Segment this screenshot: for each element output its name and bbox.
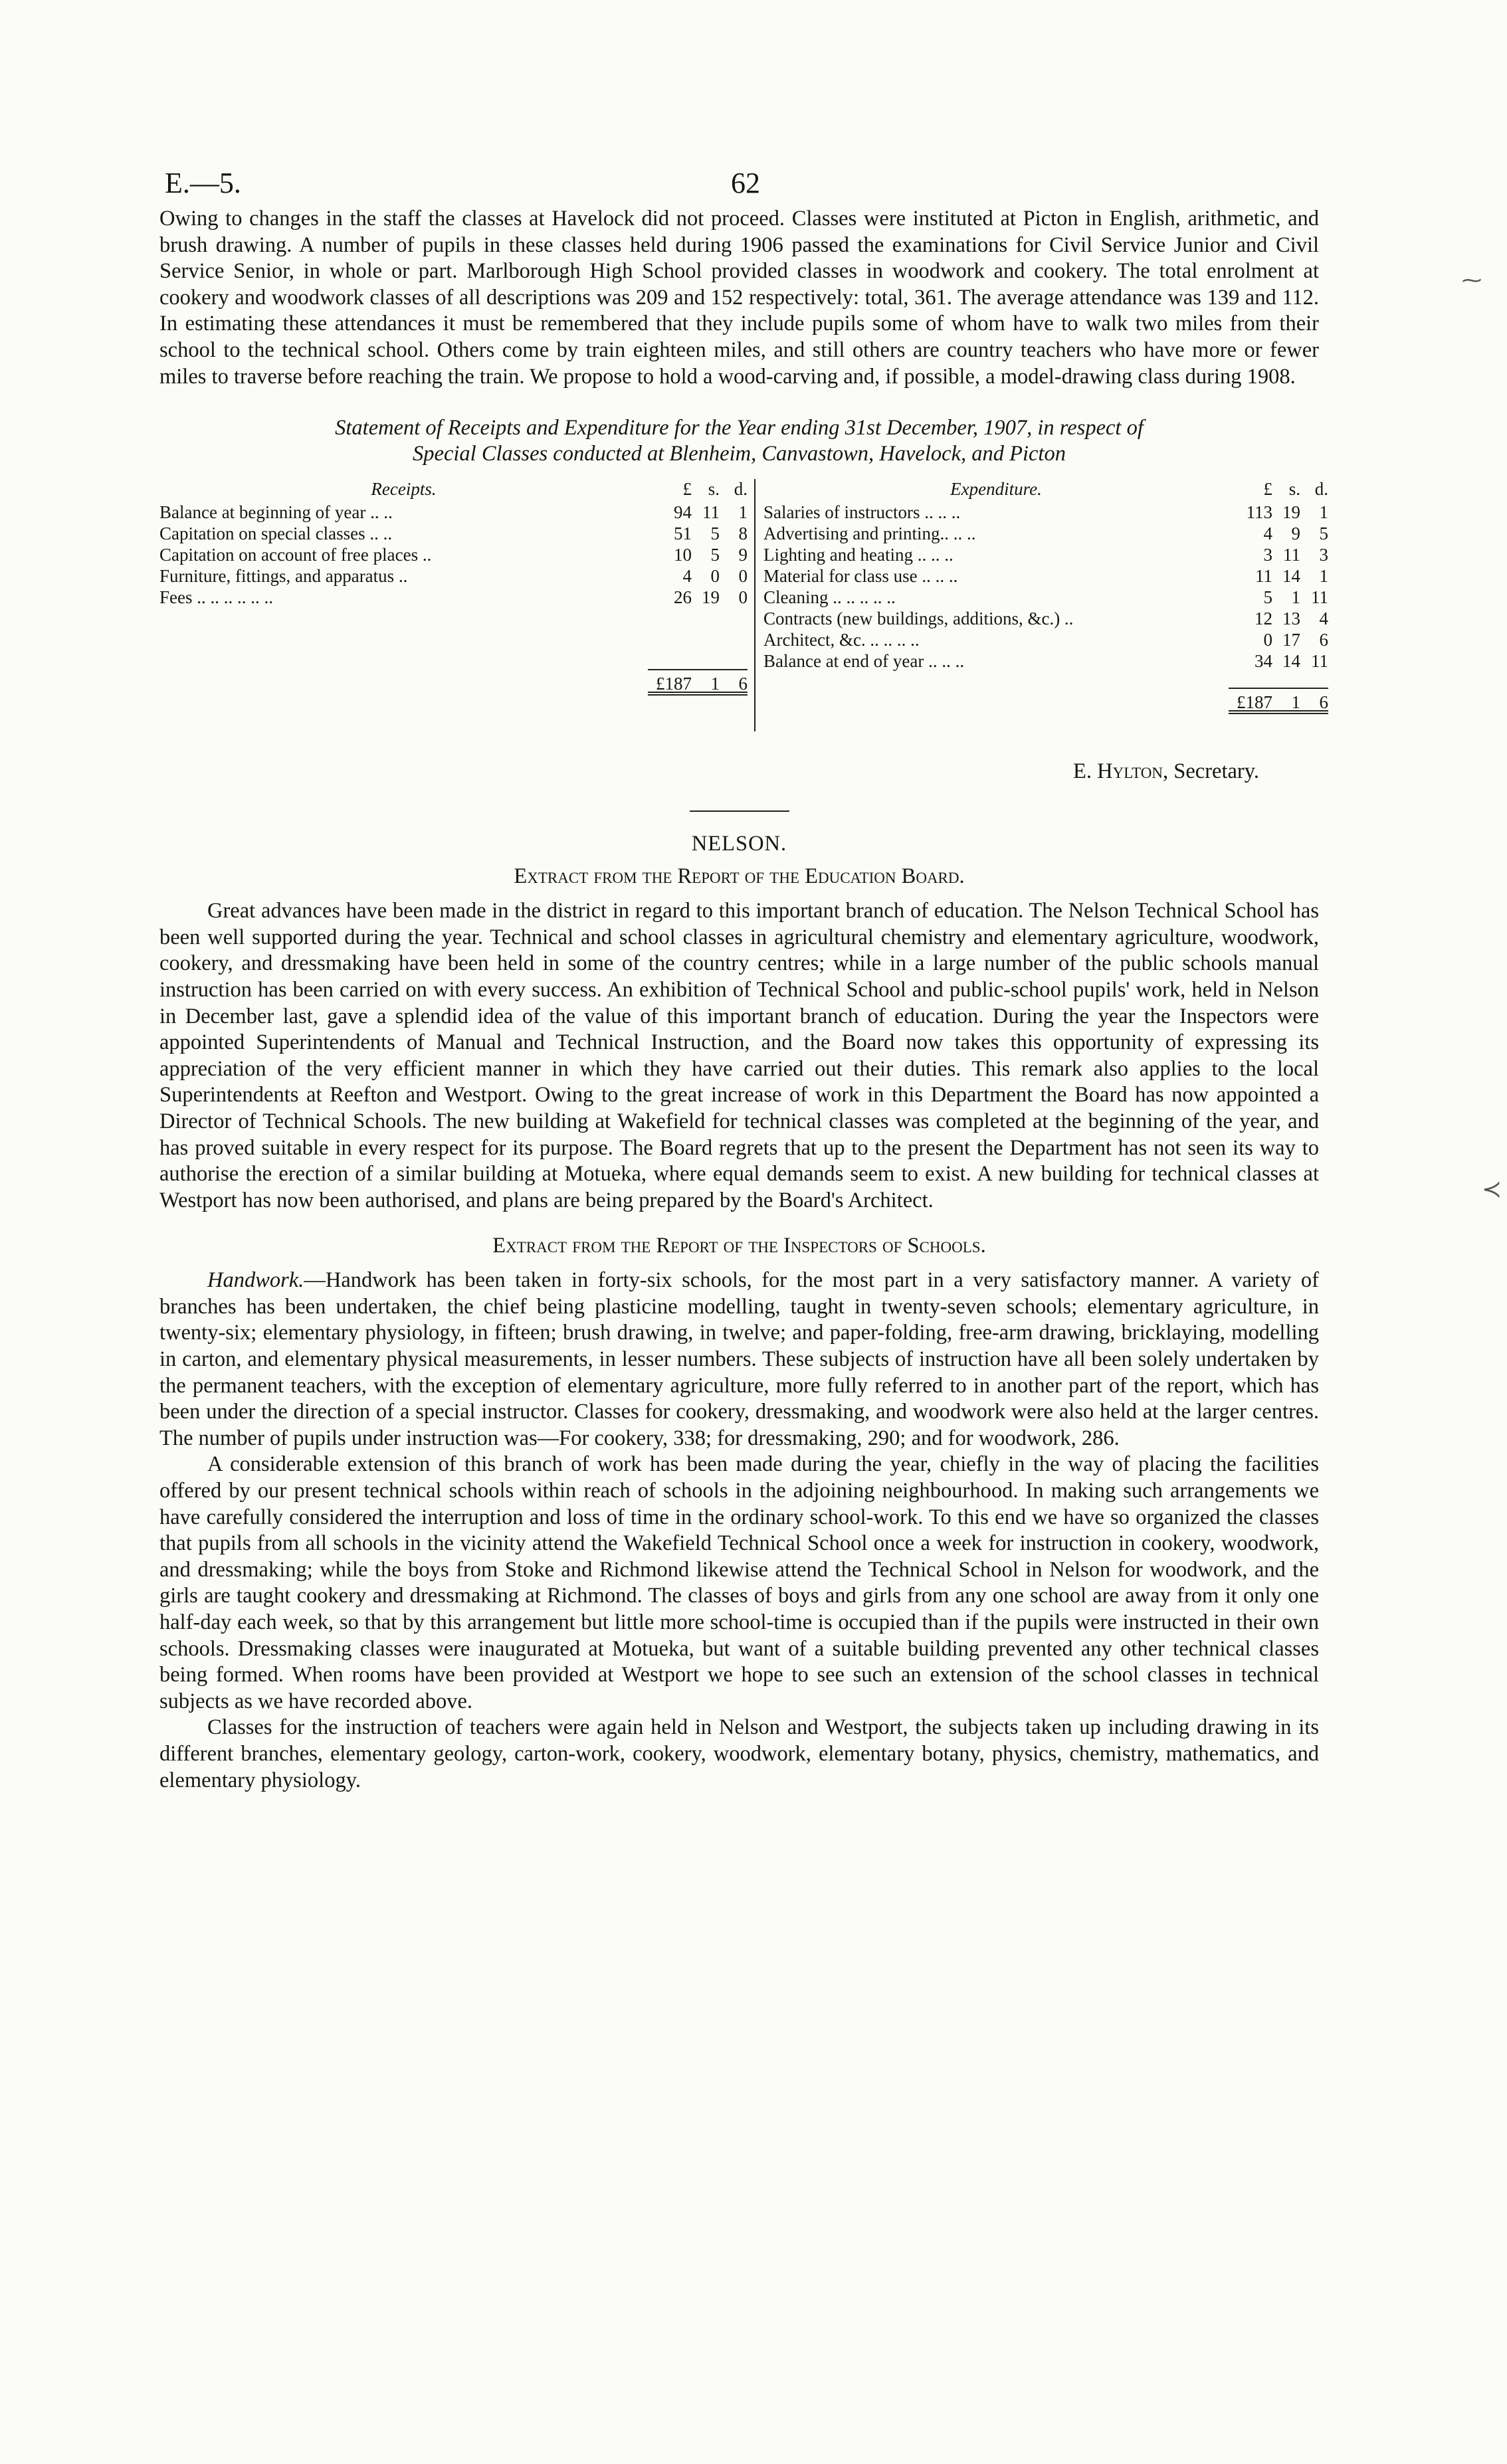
statement-title <box>159 415 1319 467</box>
expenditure-table <box>754 479 1328 731</box>
statement-tables <box>159 479 1328 751</box>
handwork-paragraph <box>159 1268 1319 1452</box>
expenditure-header <box>763 479 1328 502</box>
receipts-heading: Receipts. <box>371 479 437 500</box>
table-row: Capitation on special classes .. .. 51 5 8 <box>159 523 748 544</box>
margin-mark: ≺ <box>1482 1176 1502 1203</box>
receipts-header <box>159 479 748 502</box>
margin-mark: ⁓ <box>1462 269 1482 292</box>
table-row: Material for class use .. .. .. 11 14 1 <box>763 566 1328 587</box>
table-row: Balance at beginning of year .. .. 94 11 1 <box>159 502 748 523</box>
document-page <box>159 166 1328 1794</box>
page-header <box>159 166 1319 206</box>
signature-title: , Secretary. <box>1163 759 1259 784</box>
currency-header: £ s. d. <box>682 479 748 500</box>
table-row: Cleaning .. .. .. .. .. 5 1 11 <box>763 587 1328 608</box>
board-report-paragraph: Great advances have been made in the district in regard to this important branch of education. The Nelson Technical School has been well supported during the year. Technical and school classes in agricultural chemistry and elementary agriculture, woodwork, cookery, and dressmaking have been held in some of the country centres; while in a large number of the public schools manual instruction has been carried on with every success. An exhibition of Technical School and public-school pupils' work, held in Nelson in December last, gave a splendid idea of the value of this important branch of education. During the year the Inspectors were appointed Superintendents of Manual and Technical Instruction, and the Board now takes this opportunity of expressing its appreciation of the very efficient manner in which they have carried out their duties. This remark also applies to the local Superintendents at Reefton and Westport. Owing to the great increase of work in this Department the Board has now appointed a Director of Technical Schools. The new building at Wakefield for technical classes was completed at the beginning of the year, and has proved suitable in every respect for its purpose. The Board regrets that up to the present the Department has not seen its way to authorise the erection of a similar building at Motueka, where equal demands seem to exist. A new building for technical classes at Westport has now been authorised, and plans are being prepared by the Board's Architect. <box>159 899 1319 1212</box>
table-row: Fees .. .. .. .. .. .. 26 19 0 <box>159 587 748 608</box>
table-row: Capitation on account of free places .. 10 5 9 <box>159 545 748 565</box>
table-row: Furniture, fittings, and apparatus .. 4 0 0 <box>159 566 748 587</box>
signature-initial: E. <box>1073 759 1092 784</box>
intro-paragraph: Owing to changes in the staff the classes at Havelock did not proceed. Classes were instituted at Picton in English, arithmetic, and brush drawing. A number of pupils in these classes held during 1906 passed the examinations for Civil Service Junior and Civil Service Senior, in whole or part. Marlborough High School provided classes in woodwork and cookery. The total enrolment at cookery and woodwork classes of all descriptions was 209 and 152 respectively: total, 361. The average attendance was 139 and 112. In estimating these attendances it must be remembered that they include pupils some of whom have to walk two miles from their school to the technical school. Others come by train eighteen miles, and still others are country teachers who have more or fewer miles to traverse before reaching the train. We propose to hold a wood-carving and, if possible, a model-drawing class during 1908. <box>159 207 1319 389</box>
statement-title-line-2: Special Classes conducted at Blenheim, Canvastown, Havelock, and Picton <box>413 442 1066 466</box>
table-row: Lighting and heating .. .. .. 3 11 3 <box>763 545 1328 565</box>
currency-header: £ s. d. <box>1263 479 1328 500</box>
document-reference: E.—5. <box>165 167 241 199</box>
expenditure-total: £187 1 6 <box>763 688 1328 714</box>
table-row: Advertising and printing.. .. .. 4 9 5 <box>763 523 1328 544</box>
page-number: 62 <box>731 167 760 199</box>
teachers-paragraph: Classes for the instruction of teachers were again held in Nelson and Westport, the subjects taken up including drawing in its different branches, elementary geology, carton-work, cookery, woodwork, elementary botany, physics, chemistry, mathematics, and elementary physiology. <box>159 1715 1319 1792</box>
statement-title-line-1: Statement of Receipts and Expenditure for the Year ending 31st December, 1907, in respect of <box>335 416 1144 440</box>
signature-name: Hylton <box>1097 759 1163 784</box>
table-row: Balance at end of year .. .. .. 34 14 11 <box>763 651 1328 672</box>
board-report-subheading: Extract from the Report of the Education Board. <box>514 864 965 889</box>
signature-line <box>159 759 1319 784</box>
receipts-total: £187 1 6 <box>159 669 748 696</box>
table-row: Contracts (new buildings, additions, &c.) .. 12 13 4 <box>763 609 1328 629</box>
expenditure-heading: Expenditure. <box>950 479 1042 500</box>
handwork-text: —Handwork has been taken in forty-six schools, for the most part in a very satisfactory manner. A variety of branches has been undertaken, the chief being plasticine modelling, taught in twenty-seven schools; elementary agriculture, in twenty-six; elementary physiology, in fifteen; brush drawing, in twelve; and paper-folding, free-arm drawing, bricklaying, modelling in carton, and elementary physical measurements, in lesser numbers. These subjects of instruction have all been solely undertaken by the permanent teachers, with the exception of elementary agriculture, more fully referred to in another part of the report, which has been under the direction of a special instructor. Classes for cookery, dressmaking, and woodwork were also held at the larger centres. The number of pupils under instruction was—For cookery, 338; for dressmaking, 290; and for woodwork, 286. <box>159 1268 1319 1450</box>
table-row: Salaries of instructors .. .. .. 113 19 1 <box>763 502 1328 523</box>
table-row: Architect, &c. .. .. .. .. 0 17 6 <box>763 630 1328 650</box>
nelson-heading: NELSON. <box>691 832 787 856</box>
inspectors-report-subheading: Extract from the Report of the Inspectors of Schools. <box>492 1234 986 1258</box>
extension-paragraph: A considerable extension of this branch of work has been made during the year, chiefly in the way of placing the facilities offered by our present technical schools within reach of schools in the adjoining neighbourhood. In making such arrangements we have carefully considered the interruption and loss of time in the ordinary school-work. To this end we have so organized the classes that pupils from all schools in the vicinity attend the Wakefield Technical School once a week for instruction in cookery, woodwork, and dressmaking; while the boys from Stoke and Richmond likewise attend the Technical School in Nelson for woodwork, and the girls are taught cookery and dressmaking at Richmond. The classes of boys and girls from any one school are away from it only one half-day each week, so that by this arrangement but little more school-time is occupied than if the pupils were instructed in their own schools. Dressmaking classes were inaugurated at Motueka, but want of a suitable building prevented any other technical classes being formed. When rooms have been provided at Westport we hope to see such an extension of the school classes in technical subjects as we have recorded above. <box>159 1452 1319 1713</box>
handwork-lead: Handwork. <box>207 1268 304 1293</box>
receipts-table <box>159 479 748 696</box>
section-divider <box>690 810 789 812</box>
